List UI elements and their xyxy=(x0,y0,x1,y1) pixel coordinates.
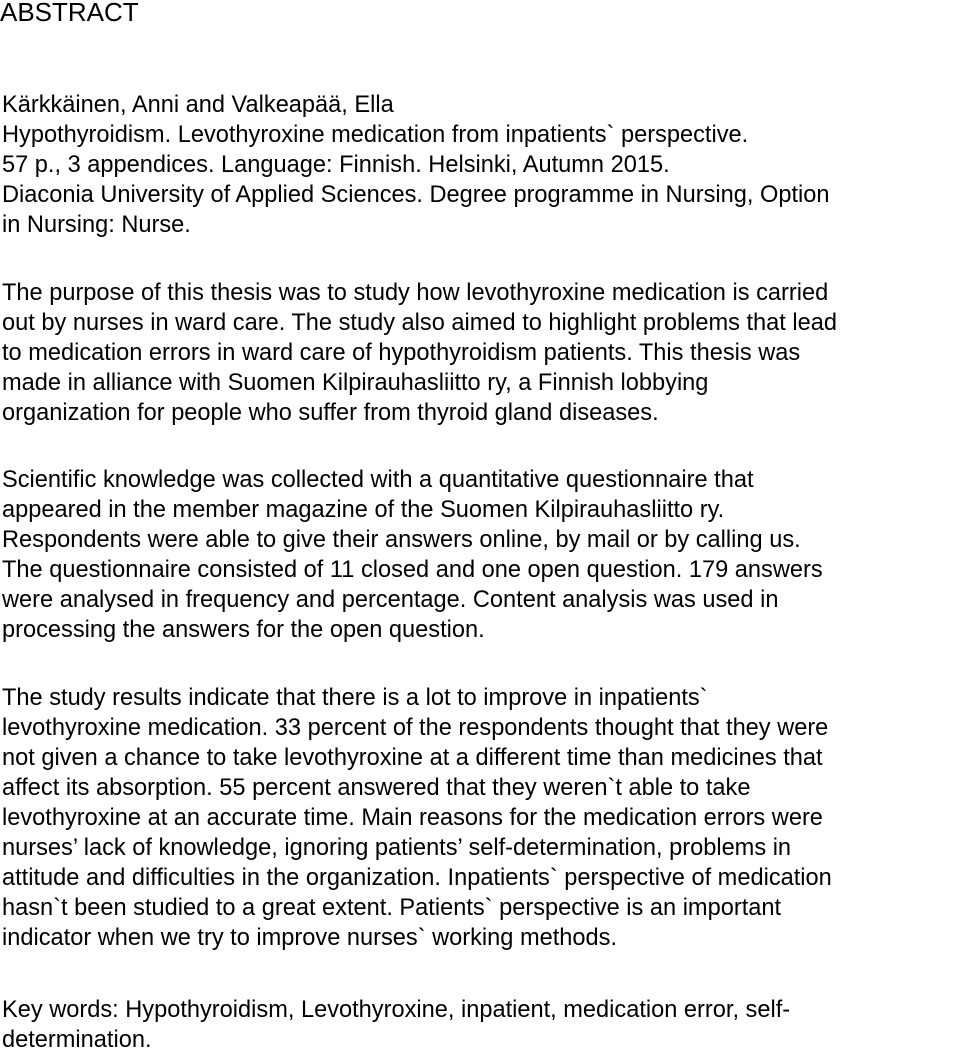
keywords-paragraph xyxy=(2,995,960,1055)
purpose-paragraph xyxy=(2,278,960,428)
results-paragraph xyxy=(2,683,960,953)
title-line: Hypothyroidism. Levothyroxine medication from inpatients` perspective. xyxy=(2,122,749,148)
paragraph-line: affect its absorption. 55 percent answered that they weren`t able to take xyxy=(2,775,751,801)
paragraph-line: Scientific knowledge was collected with a quantitative questionnaire that xyxy=(2,467,754,493)
paragraph-line: The questionnaire consisted of 11 closed and one open question. 179 answers xyxy=(2,557,823,583)
programme-line: in Nursing: Nurse. xyxy=(2,212,191,238)
paragraph-line: levothyroxine at an accurate time. Main reasons for the medication errors were xyxy=(2,805,823,831)
institution-line: Diaconia University of Applied Sciences. Degree programme in Nursing, Option xyxy=(2,182,830,208)
paragraph-line: were analysed in frequency and percentage. Content analysis was used in xyxy=(2,587,779,613)
paragraph-line: processing the answers for the open question. xyxy=(2,617,485,643)
paragraph-line: levothyroxine medication. 33 percent of the respondents thought that they were xyxy=(2,715,829,741)
paragraph-line: The study results indicate that there is a lot to improve in inpatients` xyxy=(2,685,708,711)
paragraph-line: hasn`t been studied to a great extent. Patients` perspective is an important xyxy=(2,895,782,921)
keywords-line: Key words: Hypothyroidism, Levothyroxine, inpatient, medication error, self- xyxy=(2,997,791,1023)
paragraph-line: out by nurses in ward care. The study also aimed to highlight problems that lead xyxy=(2,310,837,336)
bibliographic-info xyxy=(2,90,960,240)
paragraph-line: attitude and difficulties in the organization. Inpatients` perspective of medication xyxy=(2,865,832,891)
paragraph-line: The purpose of this thesis was to study how levothyroxine medication is carried xyxy=(2,280,829,306)
paragraph-line: nurses’ lack of knowledge, ignoring patients’ self-determination, problems in xyxy=(2,835,792,861)
paragraph-line: to medication errors in ward care of hypothyroidism patients. This thesis was xyxy=(2,340,801,366)
paragraph-line: made in alliance with Suomen Kilpirauhasliitto ry, a Finnish lobbying xyxy=(2,370,709,396)
paragraph-line: appeared in the member magazine of the Suomen Kilpirauhasliitto ry. xyxy=(2,497,725,523)
paragraph-line: Respondents were able to give their answers online, by mail or by calling us. xyxy=(2,527,801,553)
paragraph-line: not given a chance to take levothyroxine at a different time than medicines that xyxy=(2,745,823,771)
method-paragraph xyxy=(2,465,960,645)
paragraph-line: organization for people who suffer from thyroid gland diseases. xyxy=(2,400,659,426)
keywords-line: determination. xyxy=(2,1027,152,1053)
abstract-heading: ABSTRACT xyxy=(0,0,139,27)
authors-line: Kärkkäinen, Anni and Valkeapää, Ella xyxy=(2,92,394,118)
pages-language-line: 57 p., 3 appendices. Language: Finnish. Helsinki, Autumn 2015. xyxy=(2,152,670,178)
paragraph-line: indicator when we try to improve nurses` working methods. xyxy=(2,925,618,951)
